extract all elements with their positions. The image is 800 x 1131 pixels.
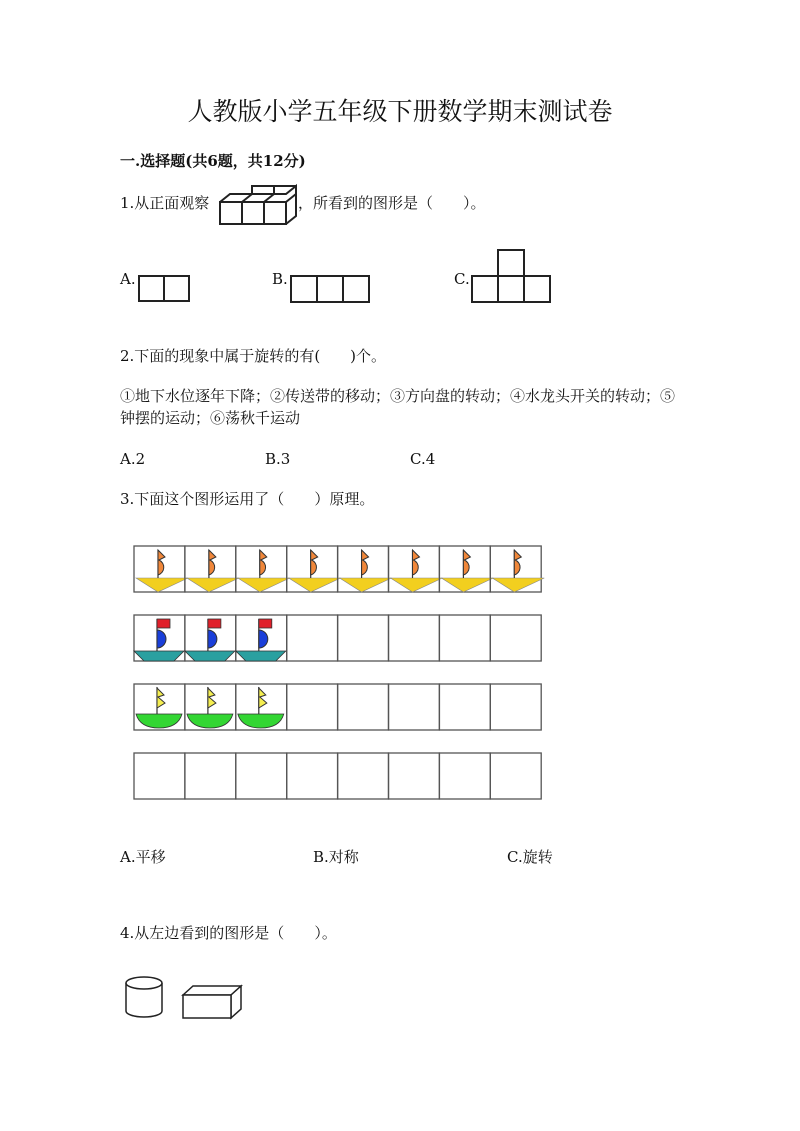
boat-hull bbox=[391, 578, 443, 592]
grid-cell bbox=[338, 615, 389, 661]
boat-hull bbox=[136, 578, 188, 592]
boat-hull bbox=[187, 714, 233, 728]
q3-grid-row bbox=[134, 753, 541, 799]
q3-option-b[interactable]: B.对称 bbox=[313, 848, 359, 866]
boat-sail bbox=[209, 550, 216, 575]
boat-sail bbox=[208, 688, 216, 708]
q1-3d-figure bbox=[218, 185, 298, 229]
boat-sail bbox=[413, 550, 420, 575]
q3-grid-row bbox=[134, 684, 541, 730]
boat-sail bbox=[362, 550, 369, 575]
q3-option-c[interactable]: C.旋转 bbox=[507, 848, 553, 866]
q2-option-c[interactable]: C.4 bbox=[410, 450, 436, 468]
boat-hull bbox=[136, 714, 182, 728]
q3-boat-pattern-figure bbox=[130, 540, 546, 805]
boat-hull bbox=[134, 651, 184, 661]
boat-sail bbox=[260, 550, 267, 575]
q3-grid-row bbox=[134, 615, 541, 661]
grid-cell bbox=[338, 753, 389, 799]
grid-cell bbox=[389, 684, 440, 730]
grid-cell bbox=[389, 753, 440, 799]
boat-sail bbox=[259, 630, 268, 648]
grid-cell bbox=[287, 753, 338, 799]
q1-option-a-label: A. bbox=[120, 270, 136, 288]
boat-flag bbox=[259, 619, 272, 628]
boat-hull bbox=[238, 578, 290, 592]
q1-option-b-label: B. bbox=[272, 270, 288, 288]
q2-option-a[interactable]: A.2 bbox=[120, 450, 146, 468]
grid-cell bbox=[185, 753, 236, 799]
grid-cell bbox=[490, 615, 541, 661]
boat-sail bbox=[311, 550, 318, 575]
q2-description: ①地下水位逐年下降；②传送带的移动；③方向盘的转动；④水龙头开关的转动；⑤钟摆的运动；⑥荡秋千运动 bbox=[120, 387, 676, 427]
q1-option-c-figure[interactable] bbox=[471, 249, 553, 303]
boat-hull bbox=[236, 651, 286, 661]
q1-option-a-figure[interactable] bbox=[138, 275, 192, 303]
boat-hull bbox=[340, 578, 392, 592]
boat-hull bbox=[289, 578, 341, 592]
q3-stem: 3.下面这个图形运用了（ ）原理。 bbox=[120, 490, 375, 508]
boat-sail bbox=[514, 550, 521, 575]
boat-flag bbox=[157, 619, 170, 628]
q1-option-b-figure[interactable] bbox=[290, 275, 372, 303]
boat-hull bbox=[441, 578, 493, 592]
boat-sail bbox=[208, 630, 217, 648]
grid-cell bbox=[439, 753, 490, 799]
grid-cell bbox=[338, 684, 389, 730]
grid-cell bbox=[389, 615, 440, 661]
boat-sail bbox=[463, 550, 470, 575]
boat-flag bbox=[208, 619, 221, 628]
grid-cell bbox=[439, 615, 490, 661]
grid-cell bbox=[490, 753, 541, 799]
q1-option-c-label: C. bbox=[454, 270, 470, 288]
boat-hull bbox=[187, 578, 239, 592]
q4-solid-figures bbox=[122, 975, 247, 1020]
boat-hull bbox=[492, 578, 544, 592]
grid-cell bbox=[287, 684, 338, 730]
grid-cell bbox=[490, 684, 541, 730]
q2-stem: 2.下面的现象中属于旋转的有( )个。 bbox=[120, 347, 387, 365]
q1-suffix: ，所看到的图形是（ ）。 bbox=[298, 194, 486, 212]
q3-grid-row bbox=[134, 546, 544, 592]
q1-prefix: 1.从正面观察 bbox=[120, 194, 210, 212]
boat-hull bbox=[185, 651, 235, 661]
q3-option-a[interactable]: A.平移 bbox=[120, 848, 166, 866]
page-title: 人教版小学五年级下册数学期末测试卷 bbox=[187, 97, 613, 126]
q2-option-b[interactable]: B.3 bbox=[265, 450, 291, 468]
boat-sail bbox=[157, 630, 166, 648]
boat-hull bbox=[238, 714, 284, 728]
grid-cell bbox=[134, 753, 185, 799]
boat-sail bbox=[158, 550, 165, 575]
q4-stem: 4.从左边看到的图形是（ ）。 bbox=[120, 924, 337, 942]
boat-sail bbox=[157, 688, 165, 708]
grid-cell bbox=[236, 753, 287, 799]
grid-cell bbox=[439, 684, 490, 730]
boat-sail bbox=[259, 688, 267, 708]
section-heading: 一.选择题(共6题，共12分) bbox=[120, 152, 306, 170]
grid-cell bbox=[287, 615, 338, 661]
